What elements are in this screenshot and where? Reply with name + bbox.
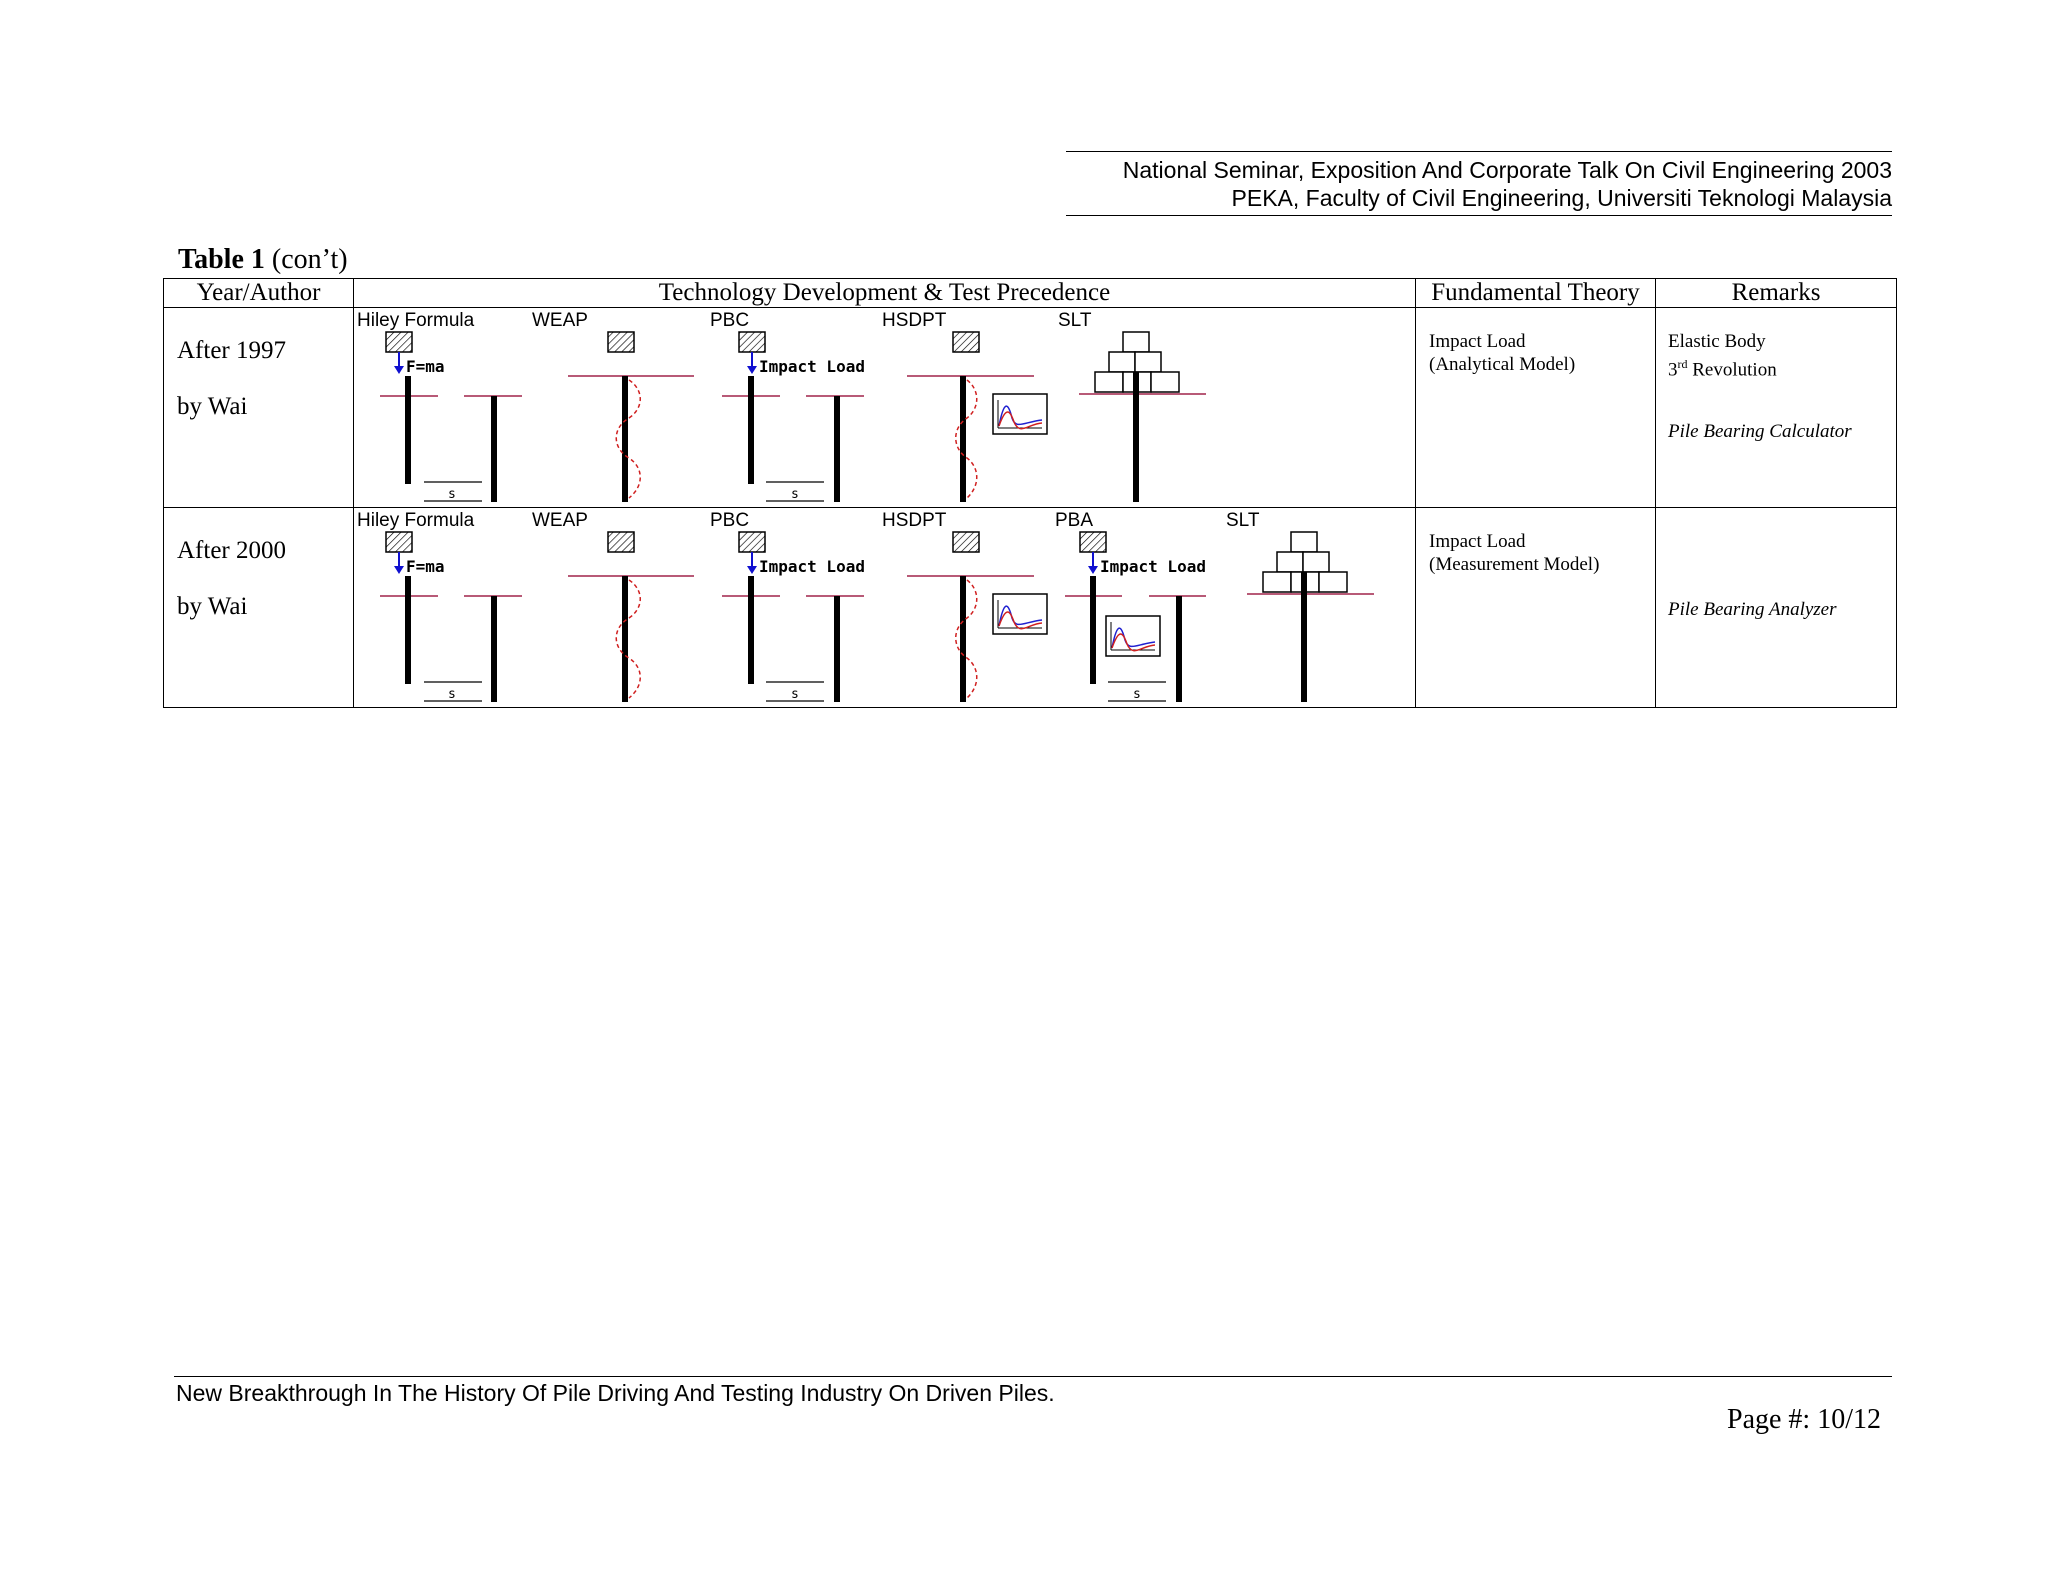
settlement-label: s xyxy=(1133,687,1141,702)
hammer-icon xyxy=(386,532,412,552)
remarks-product: Pile Bearing Analyzer xyxy=(1668,599,1837,620)
year-label: After 2000 xyxy=(177,537,286,564)
header-top-rule xyxy=(1066,151,1892,152)
hammer-icon xyxy=(739,532,765,552)
hammer-icon xyxy=(953,332,979,352)
pile-testing-diagram xyxy=(354,508,1416,707)
weap-diagram xyxy=(568,332,694,502)
pba-diagram xyxy=(1065,532,1206,702)
method-label: HSDPT xyxy=(882,510,947,531)
theory-text xyxy=(1429,530,1599,576)
kentledge-block xyxy=(1151,372,1179,392)
stress-wave xyxy=(956,380,977,498)
pile-testing-diagram xyxy=(354,308,1416,507)
impact-label: Impact Load xyxy=(759,557,865,576)
force-arrowhead xyxy=(394,566,404,574)
remarks-cell xyxy=(1656,308,1897,508)
stress-wave xyxy=(616,580,640,698)
force-arrowhead xyxy=(1088,566,1098,574)
settlement-label: s xyxy=(791,687,799,702)
pile-technology-table xyxy=(163,278,1897,708)
method-label: WEAP xyxy=(532,310,588,331)
pbc-diagram xyxy=(722,332,865,502)
weap-diagram xyxy=(568,532,694,702)
pile-icon xyxy=(1090,576,1096,684)
table-header-row xyxy=(164,279,1897,308)
header-institution: PEKA, Faculty of Civil Engineering, Universiti Teknologi Malaysia xyxy=(1231,185,1892,211)
author-label: by Wai xyxy=(177,593,248,620)
theory-line: (Analytical Model) xyxy=(1429,354,1576,375)
kentledge-block xyxy=(1109,352,1135,372)
pile-icon xyxy=(1301,572,1307,702)
table-caption-rest: (con’t) xyxy=(264,244,348,275)
pile-icon xyxy=(748,376,754,484)
footer-paper-title: New Breakthrough In The History Of Pile Driving And Testing Industry On Driven Piles. xyxy=(176,1380,1055,1406)
force-arrowhead xyxy=(747,566,757,574)
page-header xyxy=(1066,151,1892,216)
method-label: PBA xyxy=(1055,510,1094,531)
method-label: PBC xyxy=(710,510,750,531)
method-label: SLT xyxy=(1058,310,1092,331)
theory-cell xyxy=(1416,508,1656,708)
pile-icon xyxy=(622,576,628,702)
force-arrowhead xyxy=(747,366,757,374)
footer-rule xyxy=(174,1376,1892,1377)
hammer-icon xyxy=(739,332,765,352)
author-label: by Wai xyxy=(177,393,248,420)
pile-icon xyxy=(960,376,966,502)
remarks-text xyxy=(1668,330,1777,381)
technology-diagram-cell xyxy=(354,508,1416,708)
kentledge-block xyxy=(1319,572,1347,592)
method-label: WEAP xyxy=(532,510,588,531)
table-caption-bold: Table 1 xyxy=(178,244,265,275)
remarks-ordinal: 3 xyxy=(1668,359,1678,381)
kentledge-block xyxy=(1123,332,1149,352)
remarks-superscript: rd xyxy=(1677,357,1688,371)
slt-diagram xyxy=(1079,332,1206,502)
pile-icon xyxy=(491,596,497,702)
slt-diagram xyxy=(1247,532,1374,702)
header-remarks: Remarks xyxy=(1656,279,1897,308)
theory-line: Impact Load xyxy=(1429,331,1526,352)
remarks-revolution: Revolution xyxy=(1687,359,1777,381)
hammer-icon xyxy=(953,532,979,552)
kentledge-block xyxy=(1303,552,1329,572)
kentledge-block xyxy=(1291,532,1317,552)
technology-diagram-cell xyxy=(354,308,1416,508)
method-label: SLT xyxy=(1226,510,1260,531)
theory-line: Impact Load xyxy=(1429,531,1526,552)
method-label: PBC xyxy=(710,310,750,331)
pile-icon xyxy=(491,396,497,502)
table-row xyxy=(164,308,1897,508)
page-number: Page #: 10/12 xyxy=(1727,1404,1881,1435)
header-technology: Technology Development & Test Precedence xyxy=(354,279,1416,308)
year-author-cell xyxy=(164,508,354,708)
stress-wave xyxy=(956,580,977,698)
remarks-cell xyxy=(1656,508,1897,708)
force-label: F=ma xyxy=(406,557,445,576)
theory-line: (Measurement Model) xyxy=(1429,554,1600,575)
settlement-label: s xyxy=(448,687,456,702)
hiley-formula-diagram xyxy=(380,532,522,702)
impact-label: Impact Load xyxy=(759,357,865,376)
method-label: Hiley Formula xyxy=(357,510,475,531)
theory-cell xyxy=(1416,308,1656,508)
pile-icon xyxy=(1133,372,1139,502)
hammer-icon xyxy=(608,532,634,552)
hsdpt-diagram xyxy=(907,532,1047,702)
method-label: HSDPT xyxy=(882,310,947,331)
pile-icon xyxy=(834,396,840,502)
table-row xyxy=(164,508,1897,708)
header-theory: Fundamental Theory xyxy=(1416,279,1656,308)
method-label: Hiley Formula xyxy=(357,310,475,331)
remarks-line xyxy=(1668,353,1777,381)
pile-icon xyxy=(405,376,411,484)
hammer-icon xyxy=(608,332,634,352)
header-bottom-rule xyxy=(1066,215,1892,216)
pile-icon xyxy=(834,596,840,702)
impact-label: Impact Load xyxy=(1100,557,1206,576)
settlement-label: s xyxy=(791,487,799,502)
pile-icon xyxy=(960,576,966,702)
stress-wave xyxy=(616,380,640,498)
hammer-icon xyxy=(386,332,412,352)
table-caption xyxy=(178,244,348,276)
force-arrowhead xyxy=(394,366,404,374)
kentledge-block xyxy=(1135,352,1161,372)
hammer-icon xyxy=(1080,532,1106,552)
hiley-formula-diagram xyxy=(380,332,522,502)
kentledge-block xyxy=(1263,572,1291,592)
year-label: After 1997 xyxy=(177,337,286,364)
header-year-author: Year/Author xyxy=(164,279,354,308)
pbc-diagram xyxy=(722,532,865,702)
theory-text xyxy=(1429,330,1575,376)
remarks-line: Elastic Body xyxy=(1668,331,1766,352)
kentledge-block xyxy=(1277,552,1303,572)
settlement-label: s xyxy=(448,487,456,502)
hsdpt-diagram xyxy=(907,332,1047,502)
pile-icon xyxy=(748,576,754,684)
remarks-product: Pile Bearing Calculator xyxy=(1668,421,1852,442)
pile-icon xyxy=(622,376,628,502)
pile-icon xyxy=(1176,596,1182,702)
header-seminar-title: National Seminar, Exposition And Corporate Talk On Civil Engineering 2003 xyxy=(1122,157,1892,183)
pile-icon xyxy=(405,576,411,684)
year-author-cell xyxy=(164,308,354,508)
force-label: F=ma xyxy=(406,357,445,376)
kentledge-block xyxy=(1095,372,1123,392)
